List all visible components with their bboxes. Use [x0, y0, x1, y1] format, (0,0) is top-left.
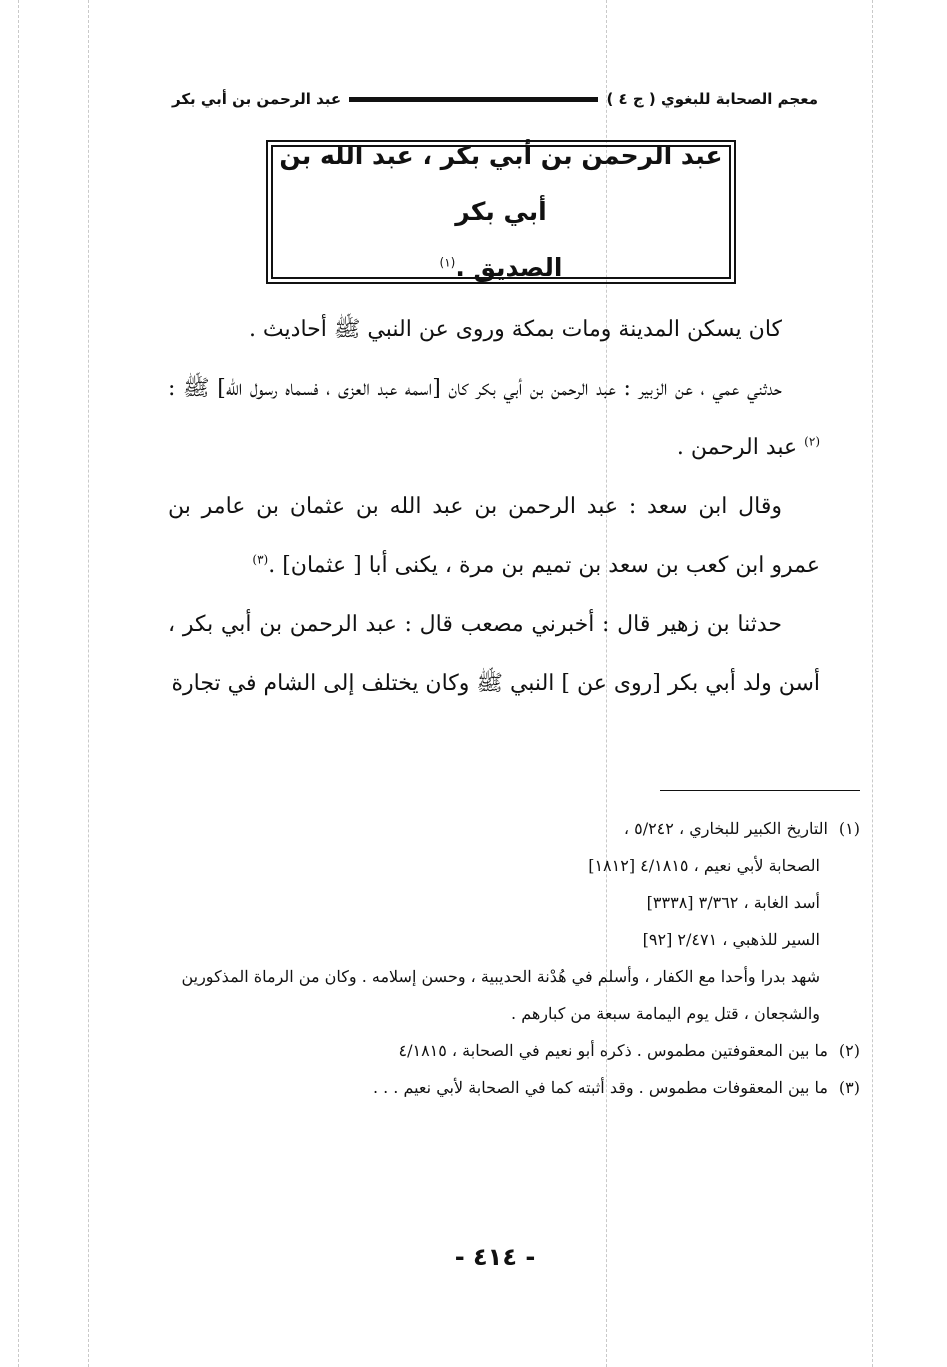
footnote-line: ما بين المعقوفتين مطموس . ذكره أبو نعيم في الصحابة ، ٤/١٨١٥ [398, 1041, 828, 1060]
header-rule [349, 97, 598, 102]
footnote-line: أسد الغابة ، ٣/٣٦٢ [٣٣٣٨] [646, 893, 820, 912]
footnote-body [130, 1069, 828, 1106]
footnote-separator [660, 790, 860, 791]
footnotes [130, 810, 860, 1106]
footnote-3 [130, 1069, 860, 1106]
footnote-line: شهد بدرا وأحدا مع الكفار ، وأسلم في هُدْنة الحديبية ، وحسن إسلامه . وكان من الرماة المذكورين والشجعان ، قتل يوم اليمامة سبعة من كبارهم . [181, 967, 820, 1023]
title-footnote-ref: (١) [439, 255, 456, 270]
header-book-title: معجم الصحابة للبغوي ( ج ٤ ) [606, 90, 818, 108]
footnote-line: التاريخ الكبير للبخاري ، ٥/٢٤٢ ، [623, 819, 828, 838]
footnote-line: ما بين المعقوفات مطموس . وقد أثبته كما في الصحابة لأبي نعيم . . . [372, 1078, 828, 1097]
footnote-2 [130, 1032, 860, 1069]
paragraph-2 [168, 359, 820, 477]
footnote-line: السير للذهبي ، ٢/٤٧١ [٩٢] [642, 930, 820, 949]
entry-title-box [266, 140, 736, 284]
paragraph-4: حدثنا بن زهير قال : أخبرني مصعب قال : عبد الرحمن بن أبي بكر ، أسن ولد أبي بكر [روى عن ] النبي ﷺ وكان يختلف إلى الشام في تجارة [168, 612, 820, 696]
entry-title-line1: عبد الرحمن بن أبي بكر ، عبد الله بن أبي بكر [279, 141, 723, 226]
paragraph-3 [168, 477, 820, 595]
footnote-number: (٢) [838, 1041, 860, 1060]
footnote-number: (٣) [838, 1078, 860, 1097]
scan-guide-line [872, 0, 873, 1367]
paragraph-3-text: وقال ابن سعد : عبد الرحمن بن عبد الله بن عثمان بن عامر بن عمرو ابن كعب بن سعد بن تميم بن مرة ، يكنى أبا [ عثمان] . [168, 494, 820, 578]
paragraph-2-text-b: عبد الرحمن . [676, 435, 805, 460]
scan-guide-line [88, 0, 89, 1367]
entry-title-line2-text: الصديق . [455, 253, 563, 282]
paragraph-1: كان يسكن المدينة ومات بمكة وروى عن النبي ﷺ أحاديث . [248, 317, 782, 342]
body-text [168, 300, 820, 713]
paragraph-2-text-a: حدثني عمي ، عن الزبير : عبد الرحمن بن أبي بكر كان [اسمه عبد العزى ، فسماه رسول الله] ﷺ : [168, 376, 782, 401]
footnote-body [130, 810, 828, 1032]
header-entry-name: عبد الرحمن بن أبي بكر [172, 90, 342, 108]
running-header [172, 84, 818, 114]
entry-title-line2 [273, 240, 729, 296]
footnote-number: (١) [838, 819, 860, 838]
scan-guide-line [18, 0, 19, 1367]
footnote-body [130, 1032, 828, 1069]
footnote-ref-3: (٣) [252, 552, 269, 567]
footnote-ref-2: (٢) [804, 434, 820, 449]
page-number: - ٤١٤ - [454, 1243, 536, 1271]
entry-title-frame [271, 141, 731, 282]
footnote-line: الصحابة لأبي نعيم ، ٤/١٨١٥ [١٨١٢] [588, 856, 820, 875]
footnote-1 [130, 810, 860, 1032]
